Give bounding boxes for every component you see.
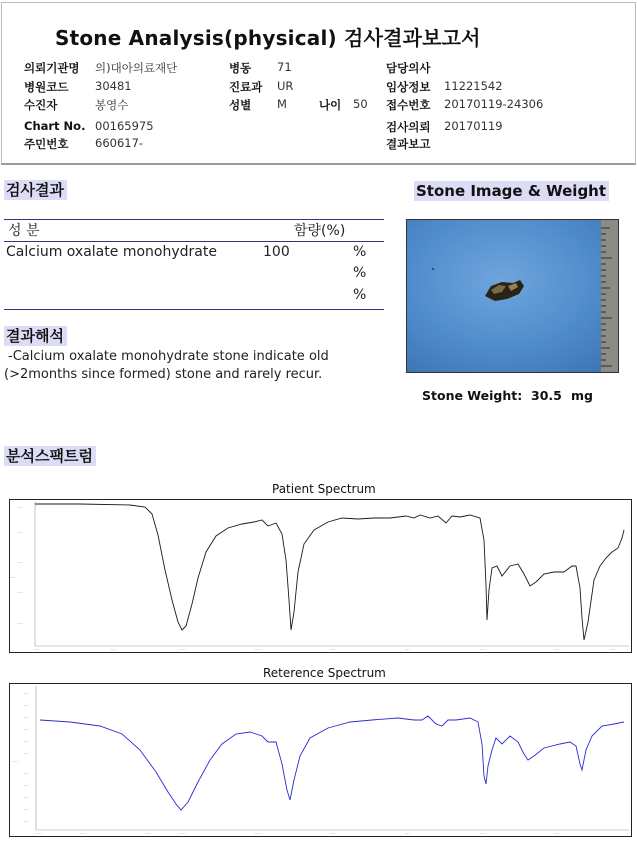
doctor-label: 담당의사 (386, 61, 431, 75)
reference-spectrum-line (40, 716, 624, 810)
result-unit-1: % (353, 244, 367, 260)
result-unit-2: % (353, 265, 367, 281)
ward-label: 병동 (229, 61, 252, 75)
svg-text:.....: ..... (110, 647, 116, 651)
svg-text:.....: ..... (610, 647, 616, 651)
svg-text:.....: ..... (555, 647, 561, 651)
report-title: Stone Analysis(physical) 검사결과보고서 (55, 26, 481, 50)
stone-weight-label: Stone Weight: (422, 388, 523, 403)
svg-text:....: .... (24, 751, 29, 755)
stone-weight-unit: mg (571, 388, 593, 403)
svg-text:.....: ..... (17, 590, 23, 594)
svg-text:.....: ..... (180, 831, 186, 835)
svg-text:.....: ..... (255, 831, 261, 835)
interpretation-line-1: -Calcium oxalate monohydrate stone indicate old (8, 349, 329, 364)
reference-spectrum-title: Reterence Spectrum (263, 666, 386, 680)
results-table-bottom-rule (4, 309, 384, 310)
svg-text:....: .... (24, 783, 29, 787)
stone-section-title: Stone Image & Weight (414, 181, 609, 201)
svg-text:.....: ..... (480, 647, 486, 651)
svg-text:....: .... (24, 819, 29, 823)
dept-label: 진료과 (229, 80, 263, 94)
org-value: 의)대아의료재단 (95, 61, 178, 75)
clinical-info-value: 11221542 (444, 79, 503, 93)
result-value-1: 100 (263, 244, 290, 260)
receipt-no-label: 접수번호 (386, 98, 431, 112)
chart-no-value: 00165975 (95, 119, 154, 133)
result-component-1: Calcium oxalate monohydrate (6, 244, 217, 260)
clinical-info-label: 임상정보 (386, 80, 431, 94)
age-label: 나이 (319, 98, 342, 112)
svg-text:.....: ..... (17, 530, 23, 534)
patient-label: 수진자 (24, 98, 58, 112)
svg-text:.....: ..... (17, 621, 23, 625)
content-column-header: 함량(%) (294, 223, 346, 239)
svg-text:.....: ..... (12, 759, 18, 763)
svg-text:.....: ..... (405, 647, 411, 651)
request-date-value: 20170119 (444, 119, 503, 133)
svg-text:....: .... (24, 727, 29, 731)
rrn-value: 660617- (95, 136, 144, 150)
svg-text:....: .... (24, 703, 29, 707)
age-value: 50 (353, 97, 368, 111)
svg-text:.....: ..... (17, 560, 23, 564)
svg-text:.....: ..... (330, 647, 336, 651)
svg-text:....: .... (24, 807, 29, 811)
svg-text:.....: ..... (80, 831, 86, 835)
svg-text:.....: ..... (145, 831, 151, 835)
stone-weight-value: 30.5 (531, 388, 562, 403)
svg-text:....: .... (24, 739, 29, 743)
svg-text:.....: ..... (480, 831, 486, 835)
svg-text:.....: ..... (555, 831, 561, 835)
chart-no-label: Chart No. (24, 119, 86, 133)
sex-value: M (277, 97, 287, 111)
svg-text:.....: ..... (330, 831, 336, 835)
svg-text:....: .... (24, 715, 29, 719)
dept-value: UR (277, 79, 294, 93)
interpretation-line-2: (>2months since formed) stone and rarely recur. (4, 367, 323, 382)
result-unit-3: % (353, 287, 367, 303)
results-table-header-rule (4, 241, 384, 242)
ward-value: 71 (277, 60, 292, 74)
svg-text:.....: ..... (36, 831, 42, 835)
reference-spectrum-plot (9, 683, 632, 837)
component-column-header: 성 분 (8, 223, 40, 239)
svg-text:.....: ..... (180, 647, 186, 651)
patient-spectrum-plot (9, 499, 632, 653)
report-date-label: 결과보고 (386, 137, 431, 151)
patient-value: 봉영수 (95, 98, 129, 112)
sex-label: 성별 (229, 98, 252, 112)
stone-photo (406, 219, 619, 373)
patient-spectrum-title: Patient Spectrum (272, 482, 376, 496)
interpretation-section-title: 결과해석 (4, 326, 67, 346)
results-section-title: 검사결과 (4, 180, 67, 200)
request-date-label: 검사의뢰 (386, 120, 431, 134)
svg-text:....: .... (24, 795, 29, 799)
svg-text:.....: ..... (255, 647, 261, 651)
svg-text:.....: ..... (405, 831, 411, 835)
svg-text:.....: ..... (34, 647, 40, 651)
patient-spectrum-line (35, 504, 624, 640)
svg-text:....: .... (24, 771, 29, 775)
receipt-no-value: 20170119-24306 (444, 97, 544, 111)
org-label: 의뢰기관명 (24, 61, 80, 75)
hospital-code-label: 병원코드 (24, 80, 69, 94)
svg-text:....: .... (24, 691, 29, 695)
svg-text:.....: ..... (17, 505, 23, 509)
hospital-code-value: 30481 (95, 79, 132, 93)
svg-text:.....: ..... (10, 575, 16, 579)
spectrum-section-title: 분석스팩트럼 (4, 446, 96, 466)
rrn-label: 주민번호 (24, 137, 69, 151)
